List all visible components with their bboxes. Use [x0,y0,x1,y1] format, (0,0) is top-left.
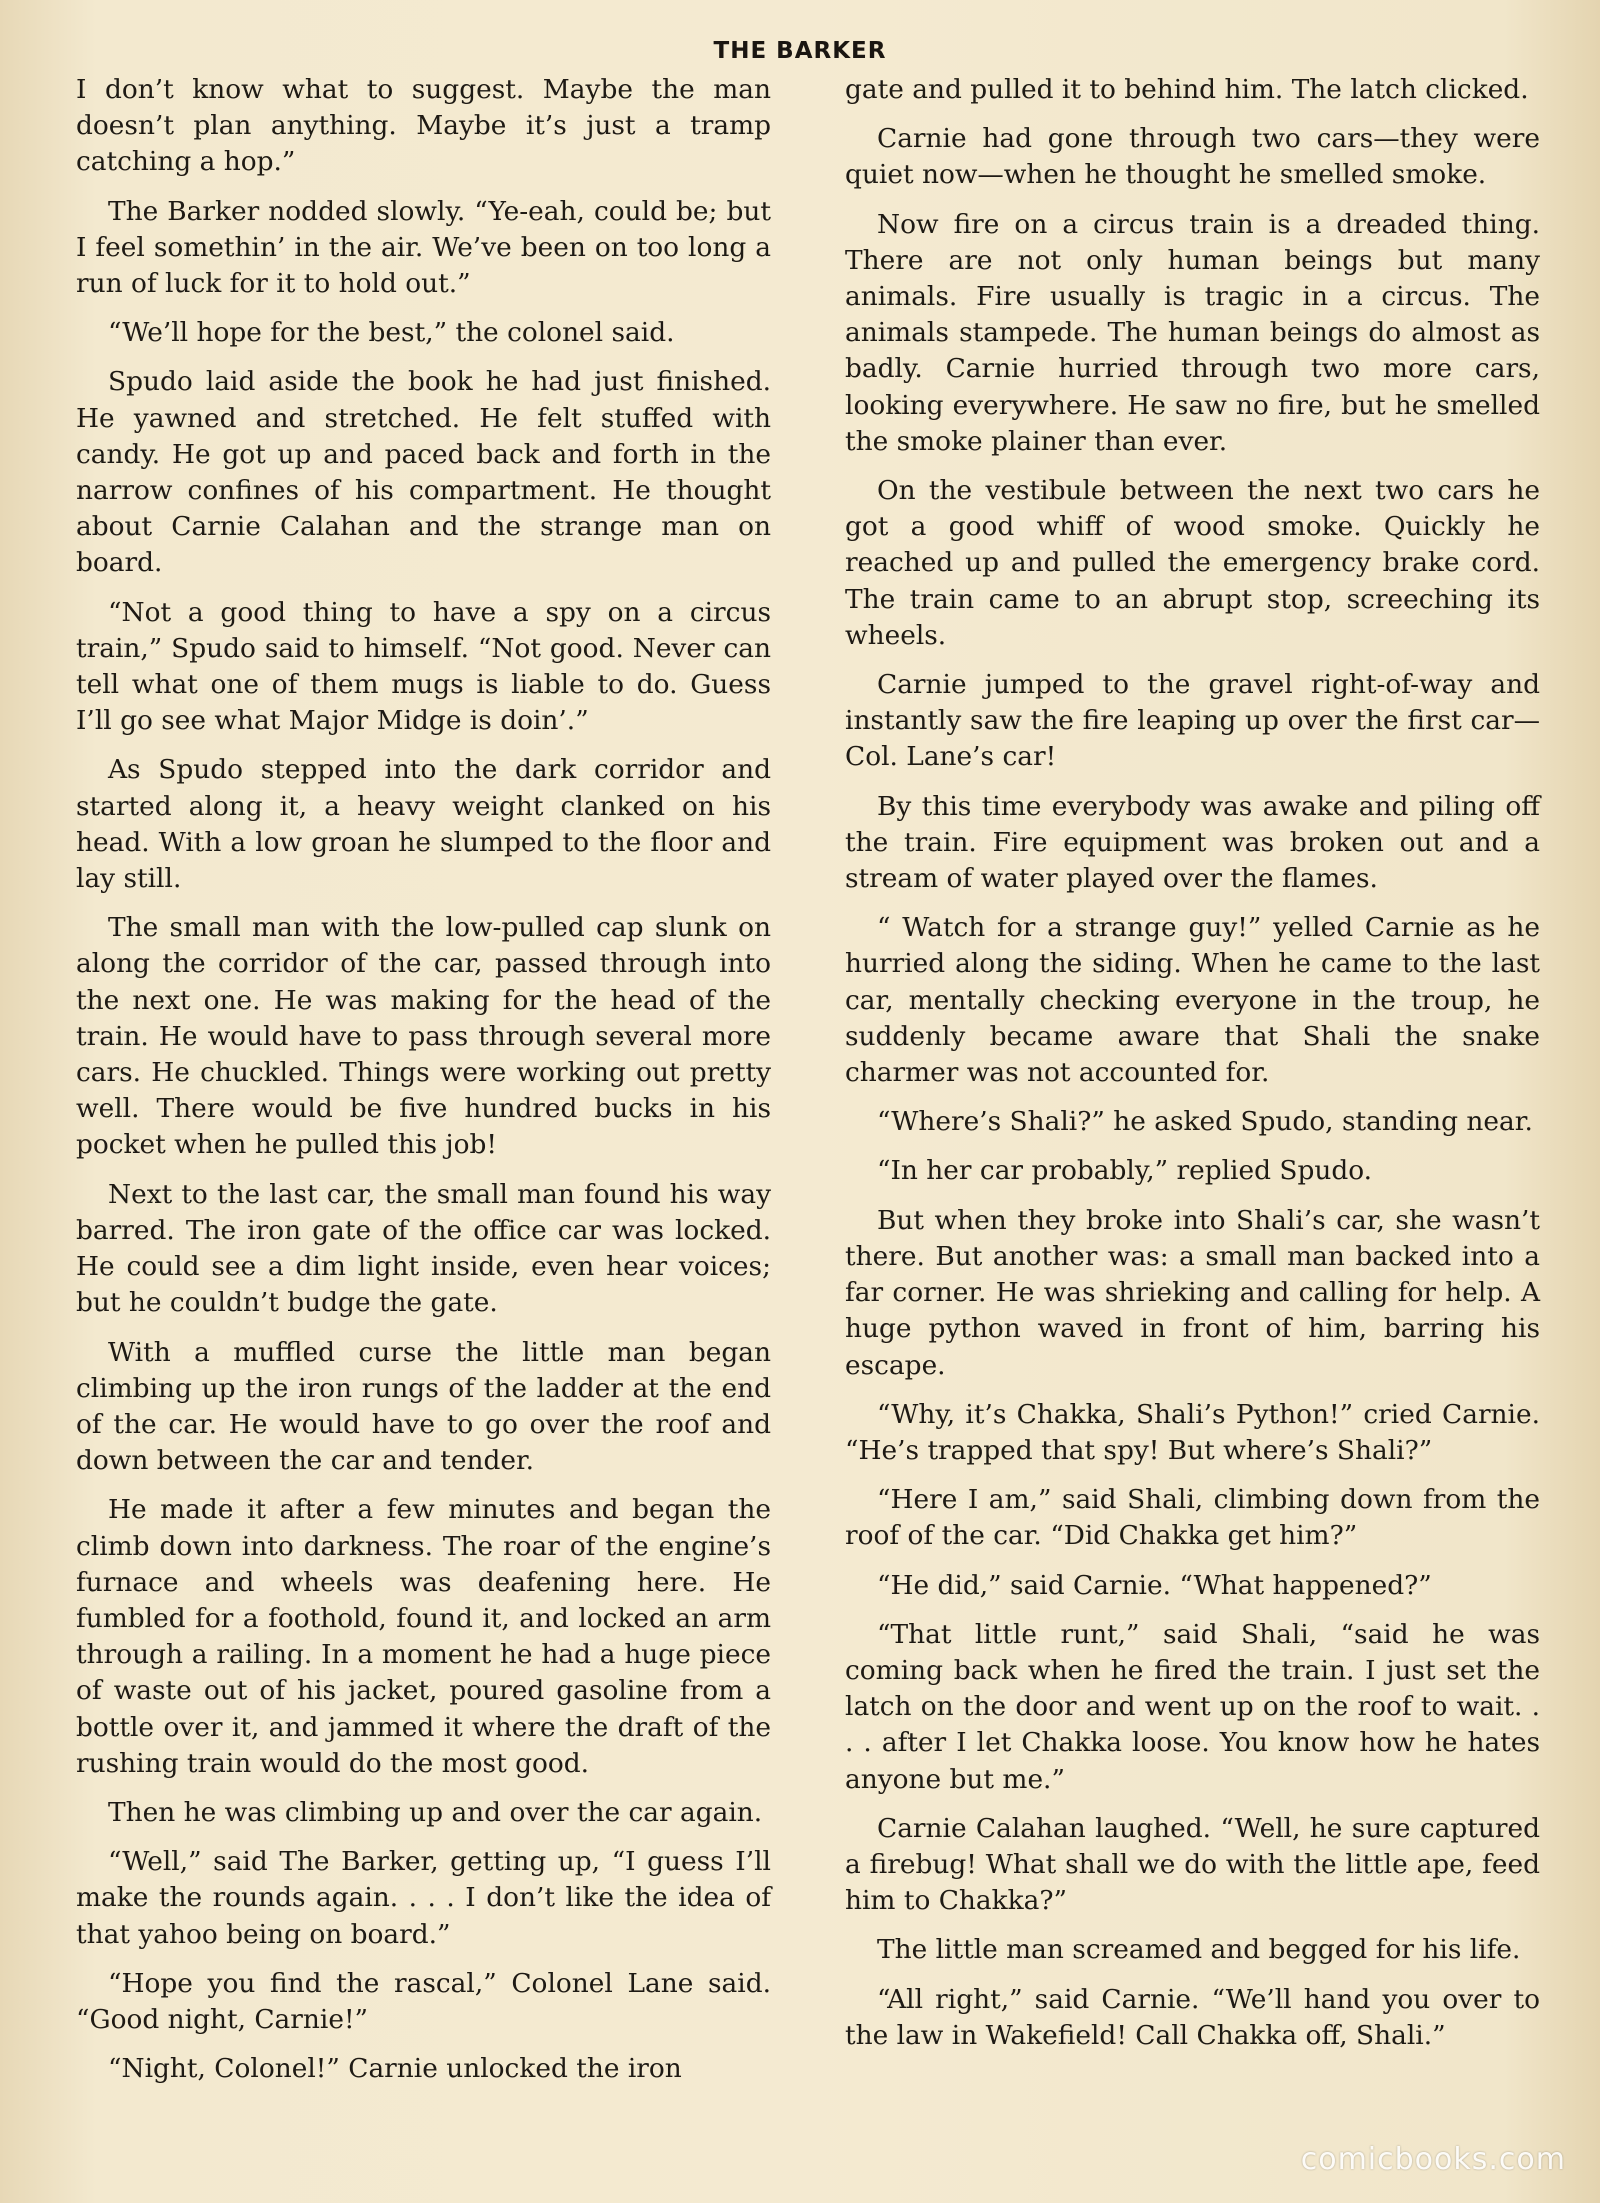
paragraph: “ Watch for a strange guy!” yelled Carnie as he hurried along the siding. When he came to the last car, mentally checking everyone in the troup, he suddenly became aware that Shali the snake charmer was not accounted for. [845,912,1540,1089]
paragraph: I don’t know what to suggest. Maybe the man doesn’t plan anything. Maybe it’s just a tramp catching a hop.” [76,74,771,178]
paragraph: “All right,” said Carnie. “We’ll hand you over to the law in Wakefield! Call Chakka off, Shali.” [845,1983,1540,2051]
paragraph: The little man screamed and begged for his life. [877,1934,1521,1966]
paragraph: By this time everybody was awake and piling off the train. Fire equipment was broken out and a stream of water played over the flames. [845,790,1540,895]
paragraph: As Spudo stepped into the dark corridor and started along it, a heavy weight clanked on his head. With a low groan he slumped to the floor and lay still. [76,754,771,895]
paragraph: “We’ll hope for the best,” the colonel said. [108,317,675,349]
paragraph: The Barker nodded slowly. “Ye-eah, could be; but I feel somethin’ in the air. We’ve been on too long a run of luck for it to hold out.” [76,195,771,300]
paragraph: But when they broke into Shali’s car, she wasn’t there. But another was: a small man backed into a far corner. He was shrieking and calling for help. A huge python waved in front of him, barring his escape. [845,1204,1540,1381]
paragraph: Carnie jumped to the gravel right-of-way and instantly saw the fire leaping up over the first car—Col. Lane’s car! [845,669,1540,773]
left-column [76,72,771,2100]
paragraph: “Hope you find the rascal,” Colonel Lane said. “Good night, Carnie!” [76,1967,771,2035]
paragraph: gate and pulled it to behind him. The latch clicked. [845,74,1529,105]
paragraph: On the vestibule between the next two cars he got a good whiff of wood smoke. Quickly he reached up and pulled the emergency brake cord. The train came to an abrupt stop, screeching its wheels. [845,475,1540,651]
paragraph: “Well,” said The Barker, getting up, “I guess I’ll make the rounds again. . . . I don’t like the idea of that yahoo being on board.” [76,1846,771,1950]
paragraph: “Night, Colonel!” Carnie unlocked the iron [108,2053,682,2085]
paragraph: “Where’s Shali?” he asked Spudo, standing near. [877,1106,1533,1138]
paragraph: Spudo laid aside the book he had just finished. He yawned and stretched. He felt stuffed with candy. He got up and paced back and forth in the narrow confines of his compartment. He thought about Carnie Calahan and the strange man on board. [76,366,771,579]
paragraph: “Not a good thing to have a spy on a circus train,” Spudo said to himself. “Not good. Never can tell what one of them mugs is liable to do. Guess I’ll go see what Major Midge is doin’.” [76,596,771,737]
paragraph: Now fire on a circus train is a dreaded thing. There are not only human beings but many animals. Fire usually is tragic in a circus. The animals stampede. The human beings do almost as badly. Carnie hurried through two more cars, looking everywhere. He saw no fire, but he smelled the smoke plainer than ever. [845,208,1540,457]
paragraph: “Here I am,” said Shali, climbing down from the roof of the car. “Did Chakka get him?” [845,1484,1540,1552]
paragraph: “In her car probably,” replied Spudo. [877,1155,1373,1187]
paragraph: The small man with the low-pulled cap slunk on along the corridor of the car, passed through into the next one. He was making for the head of the train. He would have to pass through several more cars. He chuckled. Things were working out pretty well. There would be five hundred bucks in his pocket when he pulled this job! [76,912,771,1161]
paragraph: Carnie had gone through two cars—they were quiet now—when he thought he smelled smoke. [845,123,1540,191]
paragraph: He made it after a few minutes and began the climb down into darkness. The roar of the engine’s furnace and wheels was deafening here. He fumbled for a foothold, found it, and locked an arm through a railing. In a moment he had a huge piece of waste out of his jacket, poured gasoline from a bottle over it, and jammed it where the draft of the rushing train would do the most good. [76,1494,771,1779]
paragraph: Carnie Calahan laughed. “Well, he sure captured a firebug! What shall we do with the little ape, feed him to Chakka?” [845,1812,1540,1917]
paragraph: Then he was climbing up and over the car again. [108,1796,763,1828]
paragraph: “That little runt,” said Shali, “said he was coming back when he fired the train. I just set the latch on the door and went up on the roof to wait. . . . after I let Chakka loose. You know how he hates anyone but me.” [845,1618,1540,1795]
paragraph: Next to the last car, the small man found his way barred. The iron gate of the office car was locked. He could see a dim light inside, even hear voices; but he couldn’t budge the gate. [76,1178,771,1319]
watermark: comicbooks.com [1300,2142,1566,2177]
paragraph: With a muffled curse the little man began climbing up the iron rungs of the ladder at the end of the car. He would have to go over the roof and down between the car and tender. [76,1336,771,1477]
paragraph: “Why, it’s Chakka, Shali’s Python!” cried Carnie. “He’s trapped that spy! But where’s Shali?” [845,1398,1540,1466]
paragraph: “He did,” said Carnie. “What happened?” [877,1569,1432,1601]
right-column [845,72,1540,2067]
page-header: THE BARKER [713,38,887,64]
